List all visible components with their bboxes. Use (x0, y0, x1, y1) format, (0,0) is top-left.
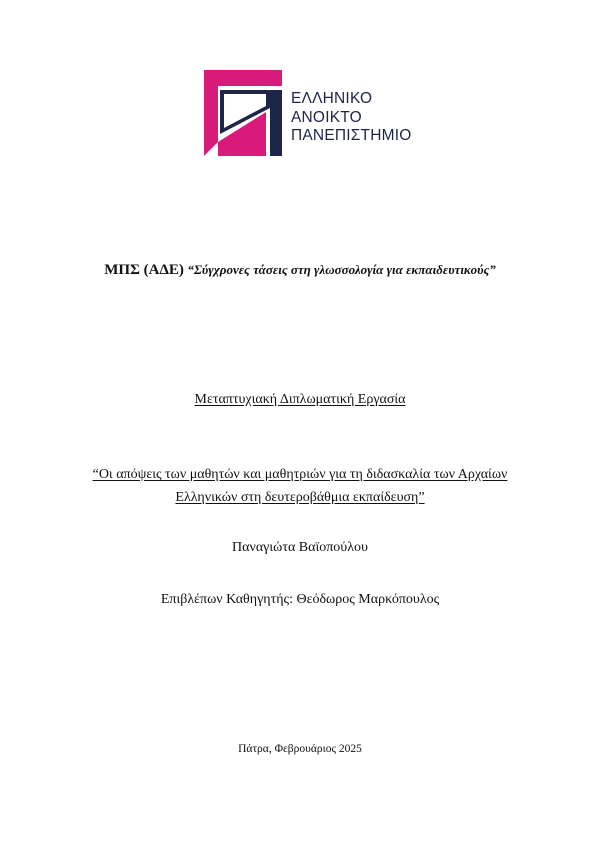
program-code: ΜΠΣ (ΑΔΕ) (104, 262, 184, 278)
thesis-title-line-2 (0, 490, 600, 506)
thesis-type: Μεταπτυχιακή Διπλωματική Εργασία (194, 392, 406, 407)
university-name-line-1: ΕΛΛΗΝΙΚΟ (291, 90, 373, 107)
place-date: Πάτρα, Φεβρουάριος 2025 (238, 743, 362, 755)
university-logo (204, 70, 440, 160)
university-name-line-3: ΠΑΝΕΠΙΣΤΗΜΙΟ (291, 127, 412, 144)
author-name: Παναγιώτα Βαϊοπούλου (232, 540, 368, 555)
university-logo-mark-icon (204, 70, 290, 160)
thesis-title-line-1 (0, 467, 600, 483)
thesis-title-2: Ελληνικών στη δευτεροβάθμια εκπαίδευση” (175, 490, 425, 505)
thesis-type-line (0, 392, 600, 408)
university-name (291, 90, 411, 146)
university-name-line-2: ΑΝΟΙΚΤΟ (291, 108, 362, 126)
program-heading (0, 262, 600, 279)
thesis-title-1: “Οι απόψεις των μαθητών και μαθητριών για τη διδασκαλία των Αρχαίων (92, 467, 508, 482)
supervisor: Επιβλέπων Καθηγητής: Θεόδωρος Μαρκόπουλος (160, 592, 440, 607)
program-name: “Σύγχρονες τάσεις στη γλωσσολογία για εκπαιδευτικούς” (187, 262, 496, 277)
